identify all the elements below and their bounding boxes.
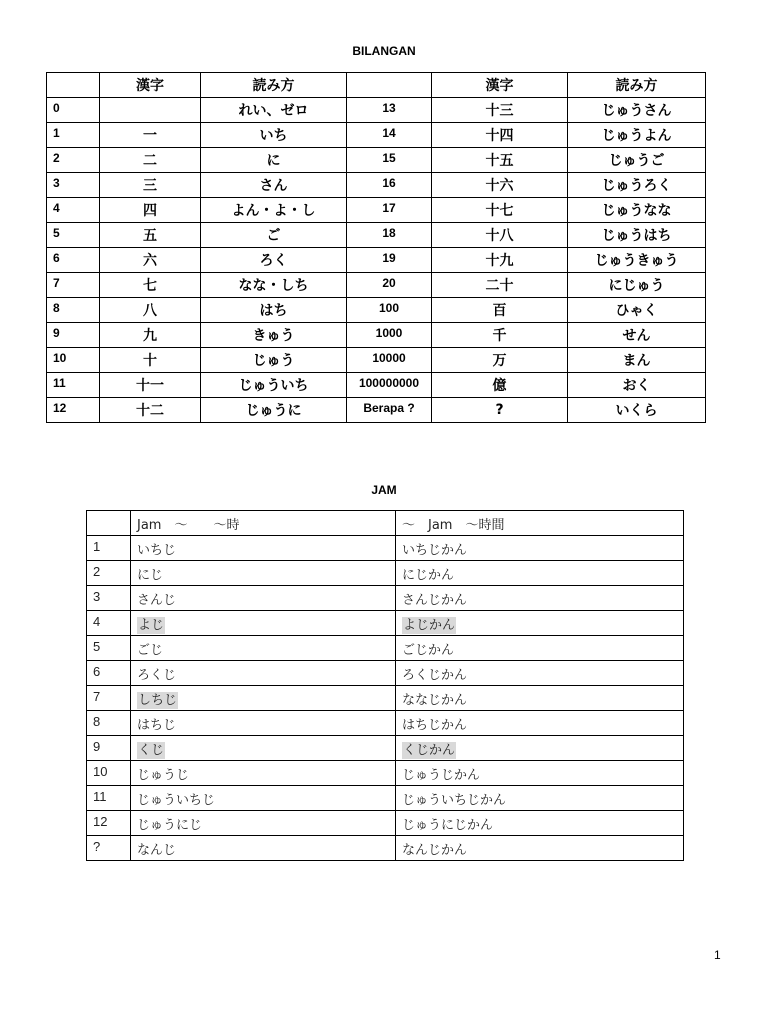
kanji-cell: 五	[100, 223, 201, 248]
hour-reading-cell: じゅういちじ	[131, 786, 396, 811]
kanji-cell: 万	[432, 348, 568, 373]
reading-cell: ひゃく	[568, 298, 706, 323]
hour-number-cell: 1	[87, 536, 131, 561]
kanji-cell: 九	[100, 323, 201, 348]
reading-cell: いち	[201, 123, 347, 148]
column-header: 読み方	[568, 73, 706, 98]
table-row	[47, 98, 706, 123]
reading-cell: じゅういち	[201, 373, 347, 398]
reading-cell: じゅうに	[201, 398, 347, 423]
column-header: Jam ～ ～時	[131, 511, 396, 536]
duration-reading-cell: さんじかん	[396, 586, 684, 611]
kanji-cell: 六	[100, 248, 201, 273]
reading-cell: おく	[568, 373, 706, 398]
hour-number-cell: 8	[87, 711, 131, 736]
hour-number-cell: 6	[87, 661, 131, 686]
table-row	[47, 123, 706, 148]
number-cell: 11	[47, 373, 100, 398]
table-row	[87, 561, 684, 586]
reading-cell: いくら	[568, 398, 706, 423]
number-cell: 16	[347, 173, 432, 198]
number-cell: 100000000	[347, 373, 432, 398]
hour-reading-cell: じゅうじ	[131, 761, 396, 786]
column-header: 漢字	[100, 73, 201, 98]
highlighted-text: よじかん	[403, 617, 456, 633]
number-cell: 12	[47, 398, 100, 423]
reading-cell: じゅうはち	[568, 223, 706, 248]
duration-reading-cell: いちじかん	[396, 536, 684, 561]
duration-reading-cell: じゅうにじかん	[396, 811, 684, 836]
reading-cell: じゅうさん	[568, 98, 706, 123]
highlighted-text: よじ	[138, 617, 165, 633]
column-header: ～ Jam ～時間	[396, 511, 684, 536]
number-cell: 13	[347, 98, 432, 123]
number-cell: 8	[47, 298, 100, 323]
reading-cell: じゅうろく	[568, 173, 706, 198]
kanji-cell: 三	[100, 173, 201, 198]
hour-number-cell: 5	[87, 636, 131, 661]
header-row	[87, 511, 684, 536]
table-row	[87, 611, 684, 636]
number-cell: 0	[47, 98, 100, 123]
kanji-cell: 十	[100, 348, 201, 373]
reading-cell: はち	[201, 298, 347, 323]
number-cell: 1000	[347, 323, 432, 348]
kanji-cell: ?	[432, 398, 568, 423]
table-row	[87, 811, 684, 836]
kanji-cell: 十七	[432, 198, 568, 223]
hour-number-cell: 10	[87, 761, 131, 786]
kanji-cell: 七	[100, 273, 201, 298]
header-row	[47, 73, 706, 98]
kanji-cell: 十九	[432, 248, 568, 273]
reading-cell: ろく	[201, 248, 347, 273]
number-cell: 2	[47, 148, 100, 173]
number-cell: 6	[47, 248, 100, 273]
duration-reading-cell: ななじかん	[396, 686, 684, 711]
kanji-cell	[100, 98, 201, 123]
duration-reading-cell: はちじかん	[396, 711, 684, 736]
kanji-cell: 十一	[100, 373, 201, 398]
duration-reading-cell: じゅういちじかん	[396, 786, 684, 811]
table-row	[47, 148, 706, 173]
table-row	[87, 711, 684, 736]
kanji-cell: 一	[100, 123, 201, 148]
table-row	[47, 373, 706, 398]
hour-number-cell: 4	[87, 611, 131, 636]
hour-reading-cell: なんじ	[131, 836, 396, 861]
kanji-cell: 百	[432, 298, 568, 323]
reading-cell: せん	[568, 323, 706, 348]
reading-cell: さん	[201, 173, 347, 198]
hour-number-cell: ?	[87, 836, 131, 861]
table-row	[47, 323, 706, 348]
reading-cell: なな・しち	[201, 273, 347, 298]
kanji-cell: 二十	[432, 273, 568, 298]
reading-cell: にじゅう	[568, 273, 706, 298]
table-row	[47, 173, 706, 198]
kanji-cell: 十八	[432, 223, 568, 248]
hour-number-cell: 7	[87, 686, 131, 711]
number-cell: Berapa ?	[347, 398, 432, 423]
highlighted-text: しちじ	[138, 692, 178, 708]
hour-number-cell: 12	[87, 811, 131, 836]
duration-reading-cell: なんじかん	[396, 836, 684, 861]
column-header: 漢字	[432, 73, 568, 98]
number-cell: 100	[347, 298, 432, 323]
number-cell: 20	[347, 273, 432, 298]
table-row	[87, 736, 684, 761]
column-header: 読み方	[201, 73, 347, 98]
table-row	[47, 198, 706, 223]
hour-reading-cell: いちじ	[131, 536, 396, 561]
table-row	[87, 786, 684, 811]
table-row	[47, 273, 706, 298]
number-cell: 10000	[347, 348, 432, 373]
hour-reading-cell: さんじ	[131, 586, 396, 611]
number-cell: 5	[47, 223, 100, 248]
kanji-cell: 四	[100, 198, 201, 223]
number-cell: 9	[47, 323, 100, 348]
table-row	[87, 661, 684, 686]
reading-cell: じゅうご	[568, 148, 706, 173]
hour-reading-cell: はちじ	[131, 711, 396, 736]
kanji-cell: 千	[432, 323, 568, 348]
hour-reading-cell	[131, 611, 396, 636]
kanji-cell: 十四	[432, 123, 568, 148]
duration-reading-cell: ごじかん	[396, 636, 684, 661]
kanji-cell: 億	[432, 373, 568, 398]
duration-reading-cell: にじかん	[396, 561, 684, 586]
number-cell: 3	[47, 173, 100, 198]
jam-title: JAM	[371, 483, 397, 497]
column-header	[87, 511, 131, 536]
hour-number-cell: 9	[87, 736, 131, 761]
bilangan-title: BILANGAN	[352, 44, 416, 58]
number-cell: 4	[47, 198, 100, 223]
reading-cell: じゅう	[201, 348, 347, 373]
table-row	[47, 348, 706, 373]
jam-table	[86, 510, 684, 861]
number-cell: 10	[47, 348, 100, 373]
table-row	[47, 298, 706, 323]
number-cell: 18	[347, 223, 432, 248]
table-row	[87, 636, 684, 661]
table-row	[47, 398, 706, 423]
hour-reading-cell: ごじ	[131, 636, 396, 661]
table-row	[87, 686, 684, 711]
number-cell: 7	[47, 273, 100, 298]
kanji-cell: 十五	[432, 148, 568, 173]
duration-reading-cell	[396, 611, 684, 636]
table-row	[87, 836, 684, 861]
kanji-cell: 十三	[432, 98, 568, 123]
hour-number-cell: 3	[87, 586, 131, 611]
duration-reading-cell: ろくじかん	[396, 661, 684, 686]
number-cell: 17	[347, 198, 432, 223]
bilangan-table	[46, 72, 706, 423]
hour-reading-cell: ろくじ	[131, 661, 396, 686]
reading-cell: じゅうなな	[568, 198, 706, 223]
reading-cell: に	[201, 148, 347, 173]
hour-reading-cell: にじ	[131, 561, 396, 586]
table-row	[87, 536, 684, 561]
column-header	[47, 73, 100, 98]
reading-cell: れい、ゼロ	[201, 98, 347, 123]
kanji-cell: 八	[100, 298, 201, 323]
number-cell: 15	[347, 148, 432, 173]
number-cell: 14	[347, 123, 432, 148]
reading-cell: まん	[568, 348, 706, 373]
duration-reading-cell	[396, 736, 684, 761]
table-row	[87, 761, 684, 786]
table-row	[47, 223, 706, 248]
table-row	[47, 248, 706, 273]
reading-cell: じゅうきゅう	[568, 248, 706, 273]
hour-reading-cell: じゅうにじ	[131, 811, 396, 836]
hour-number-cell: 2	[87, 561, 131, 586]
highlighted-text: くじ	[138, 742, 165, 758]
highlighted-text: くじかん	[403, 742, 456, 758]
hour-number-cell: 11	[87, 786, 131, 811]
reading-cell: よん・よ・し	[201, 198, 347, 223]
hour-reading-cell	[131, 686, 396, 711]
reading-cell: じゅうよん	[568, 123, 706, 148]
column-header	[347, 73, 432, 98]
kanji-cell: 十六	[432, 173, 568, 198]
hour-reading-cell	[131, 736, 396, 761]
duration-reading-cell: じゅうじかん	[396, 761, 684, 786]
reading-cell: ご	[201, 223, 347, 248]
kanji-cell: 二	[100, 148, 201, 173]
number-cell: 19	[347, 248, 432, 273]
table-row	[87, 586, 684, 611]
number-cell: 1	[47, 123, 100, 148]
reading-cell: きゅう	[201, 323, 347, 348]
kanji-cell: 十二	[100, 398, 201, 423]
page-number: 1	[714, 948, 721, 962]
